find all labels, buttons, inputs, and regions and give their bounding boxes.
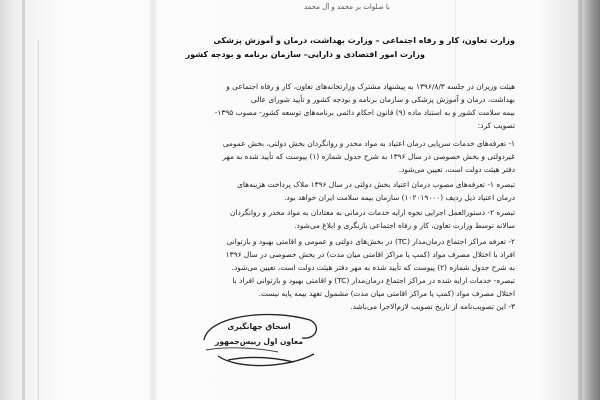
top-invocation: با صلوات بر محمد و آل محمد — [303, 3, 390, 11]
document-page — [30, 0, 575, 400]
body-line: ۳- این تصویب‌نامه از تاریخ تصویب لازم‌الاجرا می‌باشد. — [350, 302, 515, 311]
body-line: درمان اعتیاد ذیل ردیف (۱۰۲۰۱۹۰۰۰) سازمان بیمه سلامت ایران خواهد بود. — [284, 193, 515, 202]
body-line: به شرح جدول شماره (۲) پیوست که تأیید شده به مهر دفتر هیئت دولت است، تعیین می‌شود. — [231, 263, 515, 272]
signature-block — [204, 318, 314, 368]
body-line: بیمه سلامت کشور و به استناد ماده (۹) قانون احکام دائمی برنامه‌های توسعه کشور- مصوب ۱۳۹۵- — [214, 108, 515, 117]
body-line: بهداشت، درمان و آموزش پزشکی و سازمان برنامه و بودجه کشور و تأیید شورای عالی — [250, 95, 515, 104]
signatory-name: اسحاق جهانگیری — [227, 322, 291, 331]
scan-streak — [578, 0, 582, 400]
body-line: غیردولتی و بخش خصوصی در سال ۱۳۹۶ به شرح جدول شماره (۱) پیوست که تأیید شده به مهر — [222, 152, 515, 161]
signature-scribble — [198, 310, 323, 372]
body-line: دفتر هیئت دولت است، تعیین می‌شود. — [398, 165, 515, 174]
scan-streak — [22, 0, 25, 400]
signatory-title: معاون اول رییس‌جمهور — [214, 337, 303, 346]
header-ministries-1: وزارت تعاون، کار و رفاه اجتماعی – وزارت بهداشت، درمان و آموزش پزشکی — [213, 36, 515, 45]
body-line: سالانه توسط وزارت تعاون، کار و رفاه اجتماعی بازنگری و ابلاغ می‌شود. — [294, 221, 515, 230]
body-line: تبصره ۲- دستورالعمل اجرایی نحوه ارایه خدمات درمانی به معتادان به مواد مخدر و روانگردان — [230, 208, 515, 217]
body-line: تبصره- خدمات ارایه شده در مراکز اجتماع درمان‌مدار (TC) و اقامتی بهبود و بازتوانی افراد با — [232, 276, 515, 285]
header-ministries-2: وزارت امور اقتصادی و دارایی– سازمان برنامه و بودجه کشور — [185, 50, 425, 59]
body-line: هیئت وزیران در جلسه ۱۳۹۶/۸/۳ به پیشنهاد مشترک وزارتخانه‌های تعاون، کار و رفاه اجتماعی و — [226, 82, 515, 91]
body-line: ۲- تعرفه مراکز اجتماع درمان‌مدار (TC) در بخش‌های دولتی و عمومی و اقامتی بهبود و بازتوانی — [226, 237, 515, 246]
body-line: اختلال مصرف مواد (کمپ یا مراکز اقامتی میان مدت) مشمول تعهد بیمه پایه نیست. — [258, 289, 515, 298]
body-line: تصویب کرد: — [477, 121, 515, 130]
body-line: تبصره ۱- تعرفه‌های مصوب درمان اعتیاد بخش دولتی در سال ۱۳۹۶ ملاک پرداخت هزینه‌های — [237, 180, 515, 189]
body-line: ۱- تعرفه‌های خدمات سرپایی درمان اعتیاد به مواد مخدر و روانگردان بخش دولتی، بخش عمومی — [222, 139, 515, 148]
body-line: افراد با اختلال مصرف مواد (کمپ یا مراکز اقامتی میان مدت) در بخش خصوصی در سال ۱۳۹۶ — [225, 250, 515, 259]
